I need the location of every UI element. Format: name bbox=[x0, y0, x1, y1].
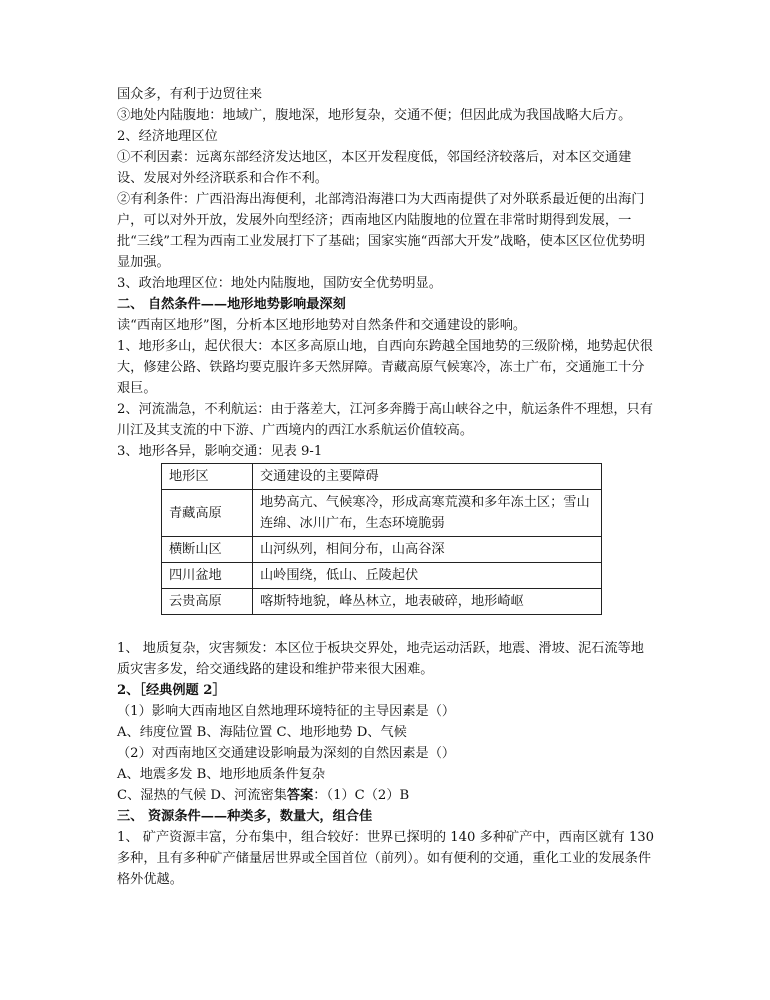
paragraph: 2、经济地理区位 bbox=[117, 129, 218, 144]
paragraph: 3、地形各异，影响交通：见表 9-1 bbox=[117, 444, 323, 459]
table-cell: 云贵高原 bbox=[162, 589, 253, 615]
table-row bbox=[162, 563, 602, 589]
example-title: 2、［经典例题 2］ bbox=[117, 683, 226, 698]
paragraph: ①不利因素：远离东部经济发达地区，本区开发程度低，邻国经济较落后，对本区交通建设、发展对外经济联系和合作不利。 bbox=[117, 150, 632, 186]
table-header-cell: 地形区 bbox=[162, 464, 253, 490]
table-row bbox=[162, 537, 602, 563]
answer-text: ：（1）C（2）B bbox=[313, 788, 410, 803]
question-2: （2）对西南地区交通建设影响最为深刻的自然因素是（） bbox=[117, 746, 456, 761]
section-heading: 三、 资源条件——种类多，数量大，组合佳 bbox=[117, 809, 373, 824]
question-1: （1）影响大西南地区自然地理环境特征的主导因素是（） bbox=[117, 704, 456, 719]
terrain-table bbox=[161, 463, 602, 615]
table-row bbox=[162, 490, 602, 537]
table-cell: 四川盆地 bbox=[162, 563, 253, 589]
paragraph: ③地处内陆腹地：地域广，腹地深，地形复杂，交通不便；但因此成为我国战略大后方。 bbox=[117, 108, 632, 123]
table-cell: 喀斯特地貌，峰丛林立，地表破碎，地形崎岖 bbox=[253, 589, 602, 615]
paragraph: 1、 地质复杂，灾害频发：本区位于板块交界处，地壳运动活跃，地震、滑坡、泥石流等地质灾害多发，给交通线路的建设和维护带来很大困难。 bbox=[117, 641, 644, 677]
question-1-options: A、纬度位置 B、海陆位置 C、地形地势 D、气候 bbox=[117, 725, 407, 740]
table-header-cell: 交通建设的主要障碍 bbox=[253, 464, 602, 490]
table-header-row bbox=[162, 464, 602, 490]
document-page bbox=[117, 84, 657, 890]
question-2-options: A、地震多发 B、地形地质条件复杂 bbox=[117, 767, 326, 782]
paragraph: 1、地形多山，起伏很大：本区多高原山地，自西向东跨越全国地势的三级阶梯，地势起伏很大，修建公路、铁路均要克服许多天然屏障。青藏高原气候寒冷，冻土广布，交通施工十分艰巨。 bbox=[117, 339, 653, 396]
table-row bbox=[162, 589, 602, 615]
table-cell: 地势高亢、气候寒冷，形成高寒荒漠和多年冻土区；雪山连绵、冰川广布，生态环境脆弱 bbox=[253, 490, 602, 537]
table-cell: 山岭围绕，低山、丘陵起伏 bbox=[253, 563, 602, 589]
section-heading: 二、 自然条件——地形地势影响最深刻 bbox=[117, 297, 346, 312]
paragraph: 1、 矿产资源丰富，分布集中，组合较好：世界已探明的 140 多种矿产中，西南区就有 130 多种，且有多种矿产储量居世界或全国首位（前列）。如有便利的交通，重化工业的发展条件格外优越。 bbox=[117, 830, 655, 887]
answer-label: 答案 bbox=[286, 788, 314, 803]
question-2-options-answer bbox=[117, 785, 657, 806]
question-2-options: C、湿热的气候 D、河流密集 bbox=[117, 788, 287, 803]
table-cell: 青藏高原 bbox=[162, 490, 253, 537]
paragraph: 2、河流湍急，不利航运：由于落差大，江河多奔腾于高山峡谷之中，航运条件不理想，只有川江及其支流的中下游、广西境内的西江水系航运价值较高。 bbox=[117, 402, 653, 438]
table-cell: 横断山区 bbox=[162, 537, 253, 563]
spacer bbox=[117, 617, 657, 638]
paragraph: 国众多，有利于边贸往来 bbox=[117, 87, 263, 102]
table-cell: 山河纵列，相间分布，山高谷深 bbox=[253, 537, 602, 563]
paragraph: ②有利条件：广西沿海出海便利，北部湾沿海港口为大西南提供了对外联系最近便的出海门户，可以对外开放，发展外向型经济；西南地区内陆腹地的位置在非常时期得到发展，一批“三线”工程为西南工业发展打下了基础；国家实施“西部大开发”战略，使本区区位优势明显加强。 bbox=[117, 192, 646, 270]
paragraph: 读“西南区地形”图，分析本区地形地势对自然条件和交通建设的影响。 bbox=[117, 318, 527, 333]
paragraph: 3、政治地理区位：地处内陆腹地，国防安全优势明显。 bbox=[117, 276, 442, 291]
